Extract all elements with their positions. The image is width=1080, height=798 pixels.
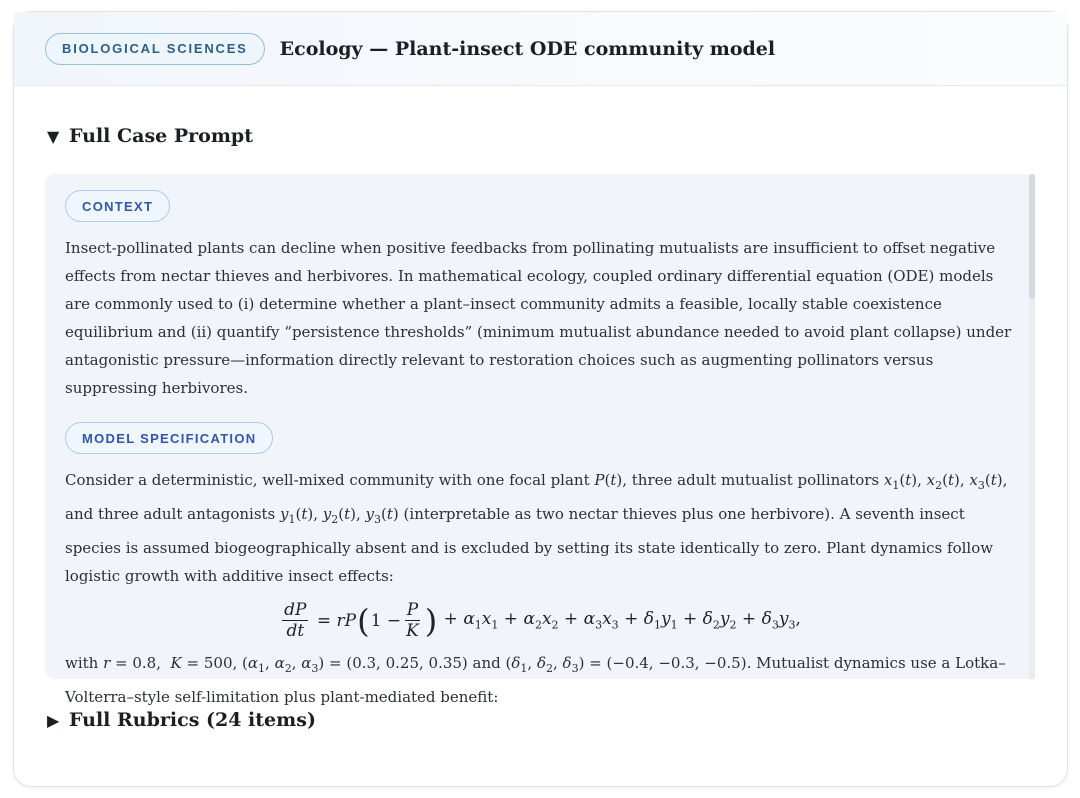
parameters-paragraph: with r = 0.8, K = 500, ($\alpha_1$, $\alpha_2$, $\alpha_3) = (0.3$, 0.25, 0.35) and ($\delta_1$, $\delta_2$, $\delta_3) = (-0.4$, −0.3, −0.5). Mutualist dynamics use a Lotka–Volterra–style self-limitation plus plant-mediated benefit: [65,654,1006,706]
full-rubrics-label: Full Rubrics (24 items) [69,709,316,731]
plant-dynamics-equation: $\frac{dP}{dt}$ = rP ( 1 − $\frac{P}{K}$ ) + $\alpha_1x_1 + \alpha_2x_2 + \alpha_3x_3 + \delta_1y_1 + \delta_2y_2 + \delta_3y_3$, [284,600,801,641]
context-label: CONTEXT [65,190,170,222]
full-case-prompt-label: Full Case Prompt [69,125,253,147]
case-card [13,11,1068,787]
card-header [14,12,1067,86]
full-rubrics-toggle[interactable] [47,709,316,731]
context-text: Insect-pollinated plants can decline when positive feedbacks from pollinating mutualists are insufficient to offset negative effects from nectar thieves and herbivores. In mathematical ecology, coupled ordinary differential equation (ODE) models are commonly used to (i) determine whether a plant–insect community admits a feasible, locally stable coexistence equilibrium and (ii) quantify “persistence thresholds” (minimum mutualist abundance needed to avoid plant collapse) under antagonistic pressure—information directly relevant to restoration choices such as augmenting pollinators versus suppressing herbivores. [65,239,1012,397]
caret-down-icon: ▼ [47,126,60,146]
panel-scrollbar[interactable] [1029,174,1035,679]
scrollbar-thumb[interactable] [1029,174,1035,299]
model-spec-paragraph: Consider a deterministic, well-mixed community with one focal plant P(t), three adult mutualist pollinators $x_1(t)$, $x_2(t)$, $x_3(t)$, and three adult antagonists $y_1(t)$, $y_2(t)$, $y_3(t)$ (interpretable as two nectar thieves plus one herbivore). A seventh insect species is assumed biogeographically absent and is excluded by setting its state identically to zero. Plant dynamics follow logistic growth with additive insect effects: [65,471,1008,585]
case-title: Ecology — Plant-insect ODE community model [279,37,776,60]
caret-right-icon: ▶ [47,710,60,730]
case-prompt-panel[interactable] [45,174,1035,706]
model-spec-label: MODEL SPECIFICATION [65,422,273,454]
category-badge: BIOLOGICAL SCIENCES [45,33,265,65]
prompt-content [65,190,1015,711]
full-case-prompt-toggle[interactable] [47,125,253,147]
